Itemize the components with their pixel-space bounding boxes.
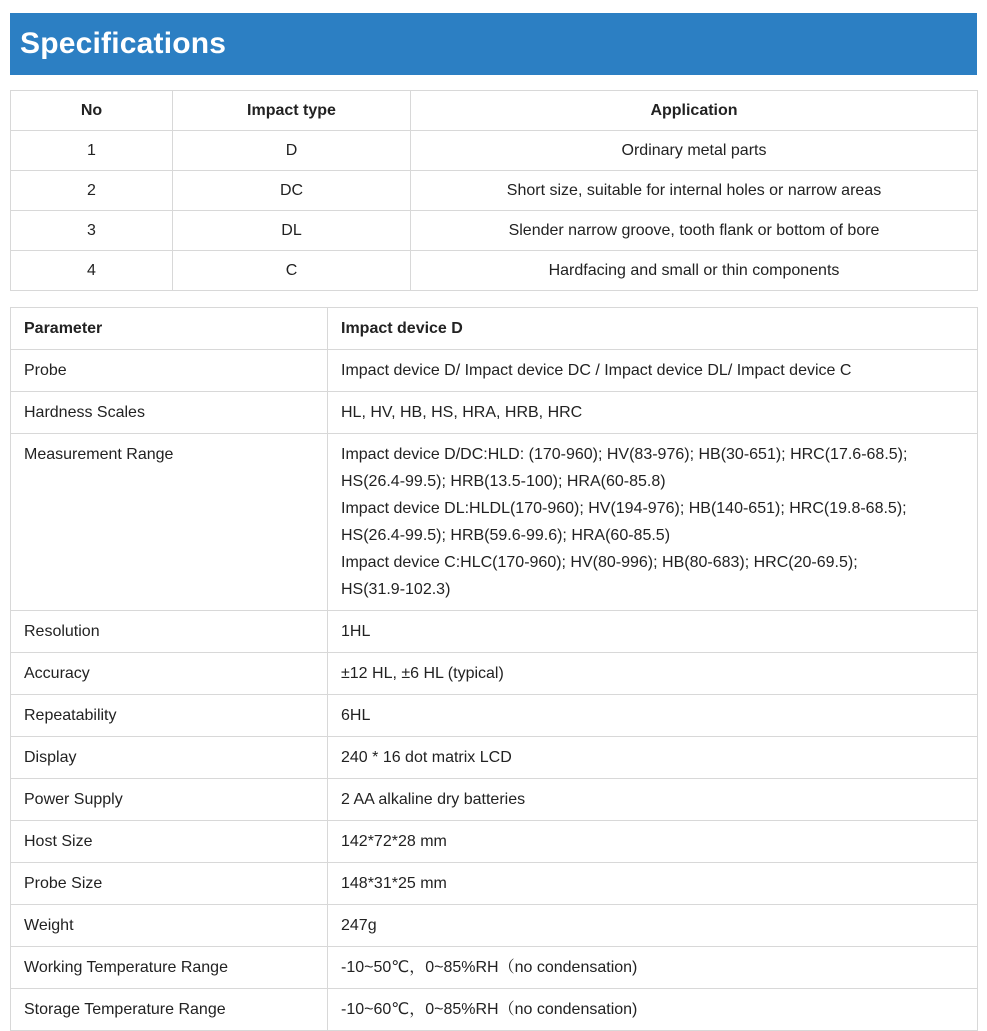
- cell-impact-type: DL: [173, 211, 411, 251]
- cell-parameter: Resolution: [11, 611, 328, 653]
- table-header-row: [11, 308, 978, 350]
- table-row: [11, 947, 978, 989]
- range-line: HS(31.9-102.3): [341, 581, 451, 598]
- table-row: [11, 251, 978, 291]
- cell-value: 1HL: [328, 611, 978, 653]
- specification-table: [10, 307, 978, 1031]
- cell-application: Short size, suitable for internal holes or narrow areas: [411, 171, 978, 211]
- table-row: [11, 695, 978, 737]
- impact-type-table: [10, 90, 978, 291]
- cell-no: 2: [11, 171, 173, 211]
- cell-parameter: Probe: [11, 350, 328, 392]
- cell-measurement-range: [328, 434, 978, 611]
- cell-no: 1: [11, 131, 173, 171]
- cell-value: 142*72*28 mm: [328, 821, 978, 863]
- cell-value: 247g: [328, 905, 978, 947]
- cell-value: Impact device D/ Impact device DC / Impact device DL/ Impact device C: [328, 350, 978, 392]
- table-row: [11, 905, 978, 947]
- table-row: [11, 821, 978, 863]
- table-row: [11, 989, 978, 1031]
- cell-no: 4: [11, 251, 173, 291]
- column-header-parameter: Parameter: [11, 308, 328, 350]
- cell-impact-type: DC: [173, 171, 411, 211]
- table-row: [11, 653, 978, 695]
- cell-parameter: Display: [11, 737, 328, 779]
- column-header-impact-device-d: Impact device D: [328, 308, 978, 350]
- cell-application: Slender narrow groove, tooth flank or bottom of bore: [411, 211, 978, 251]
- cell-value: -10~60℃，0~85%RH（no condensation): [328, 989, 978, 1031]
- range-line: HS(26.4-99.5); HRB(59.6-99.6); HRA(60-85.5): [341, 527, 671, 544]
- cell-value: 240 * 16 dot matrix LCD: [328, 737, 978, 779]
- range-line: HS(26.4-99.5); HRB(13.5-100); HRA(60-85.8): [341, 473, 666, 490]
- table-row: [11, 779, 978, 821]
- cell-parameter: Working Temperature Range: [11, 947, 328, 989]
- table-row: [11, 131, 978, 171]
- cell-value: 148*31*25 mm: [328, 863, 978, 905]
- range-line: Impact device DL:HLDL(170-960); HV(194-976); HB(140-651); HRC(19.8-68.5);: [341, 500, 907, 517]
- cell-value: ±12 HL, ±6 HL (typical): [328, 653, 978, 695]
- cell-parameter: Hardness Scales: [11, 392, 328, 434]
- cell-parameter: Repeatability: [11, 695, 328, 737]
- cell-parameter: Storage Temperature Range: [11, 989, 328, 1031]
- specifications-banner: [10, 13, 977, 75]
- cell-parameter: Power Supply: [11, 779, 328, 821]
- range-line: Impact device C:HLC(170-960); HV(80-996); HB(80-683); HRC(20-69.5);: [341, 554, 858, 571]
- cell-parameter: Host Size: [11, 821, 328, 863]
- cell-value: -10~50℃，0~85%RH（no condensation): [328, 947, 978, 989]
- cell-no: 3: [11, 211, 173, 251]
- cell-impact-type: D: [173, 131, 411, 171]
- cell-value: 6HL: [328, 695, 978, 737]
- table-row: [11, 737, 978, 779]
- table-row: [11, 392, 978, 434]
- cell-application: Ordinary metal parts: [411, 131, 978, 171]
- table-row: [11, 434, 978, 611]
- range-line: Impact device D/DC:HLD: (170-960); HV(83-976); HB(30-651); HRC(17.6-68.5);: [341, 446, 908, 463]
- table-row: [11, 211, 978, 251]
- cell-parameter: Measurement Range: [11, 434, 328, 611]
- column-header-no: No: [11, 91, 173, 131]
- cell-parameter: Probe Size: [11, 863, 328, 905]
- table-row: [11, 611, 978, 653]
- cell-value: 2 AA alkaline dry batteries: [328, 779, 978, 821]
- column-header-impact-type: Impact type: [173, 91, 411, 131]
- cell-parameter: Weight: [11, 905, 328, 947]
- table-row: [11, 171, 978, 211]
- table-row: [11, 350, 978, 392]
- cell-application: Hardfacing and small or thin components: [411, 251, 978, 291]
- cell-parameter: Accuracy: [11, 653, 328, 695]
- table-header-row: [11, 91, 978, 131]
- cell-impact-type: C: [173, 251, 411, 291]
- page-title: Specifications: [20, 27, 227, 60]
- table-row: [11, 863, 978, 905]
- column-header-application: Application: [411, 91, 978, 131]
- cell-value: HL, HV, HB, HS, HRA, HRB, HRC: [328, 392, 978, 434]
